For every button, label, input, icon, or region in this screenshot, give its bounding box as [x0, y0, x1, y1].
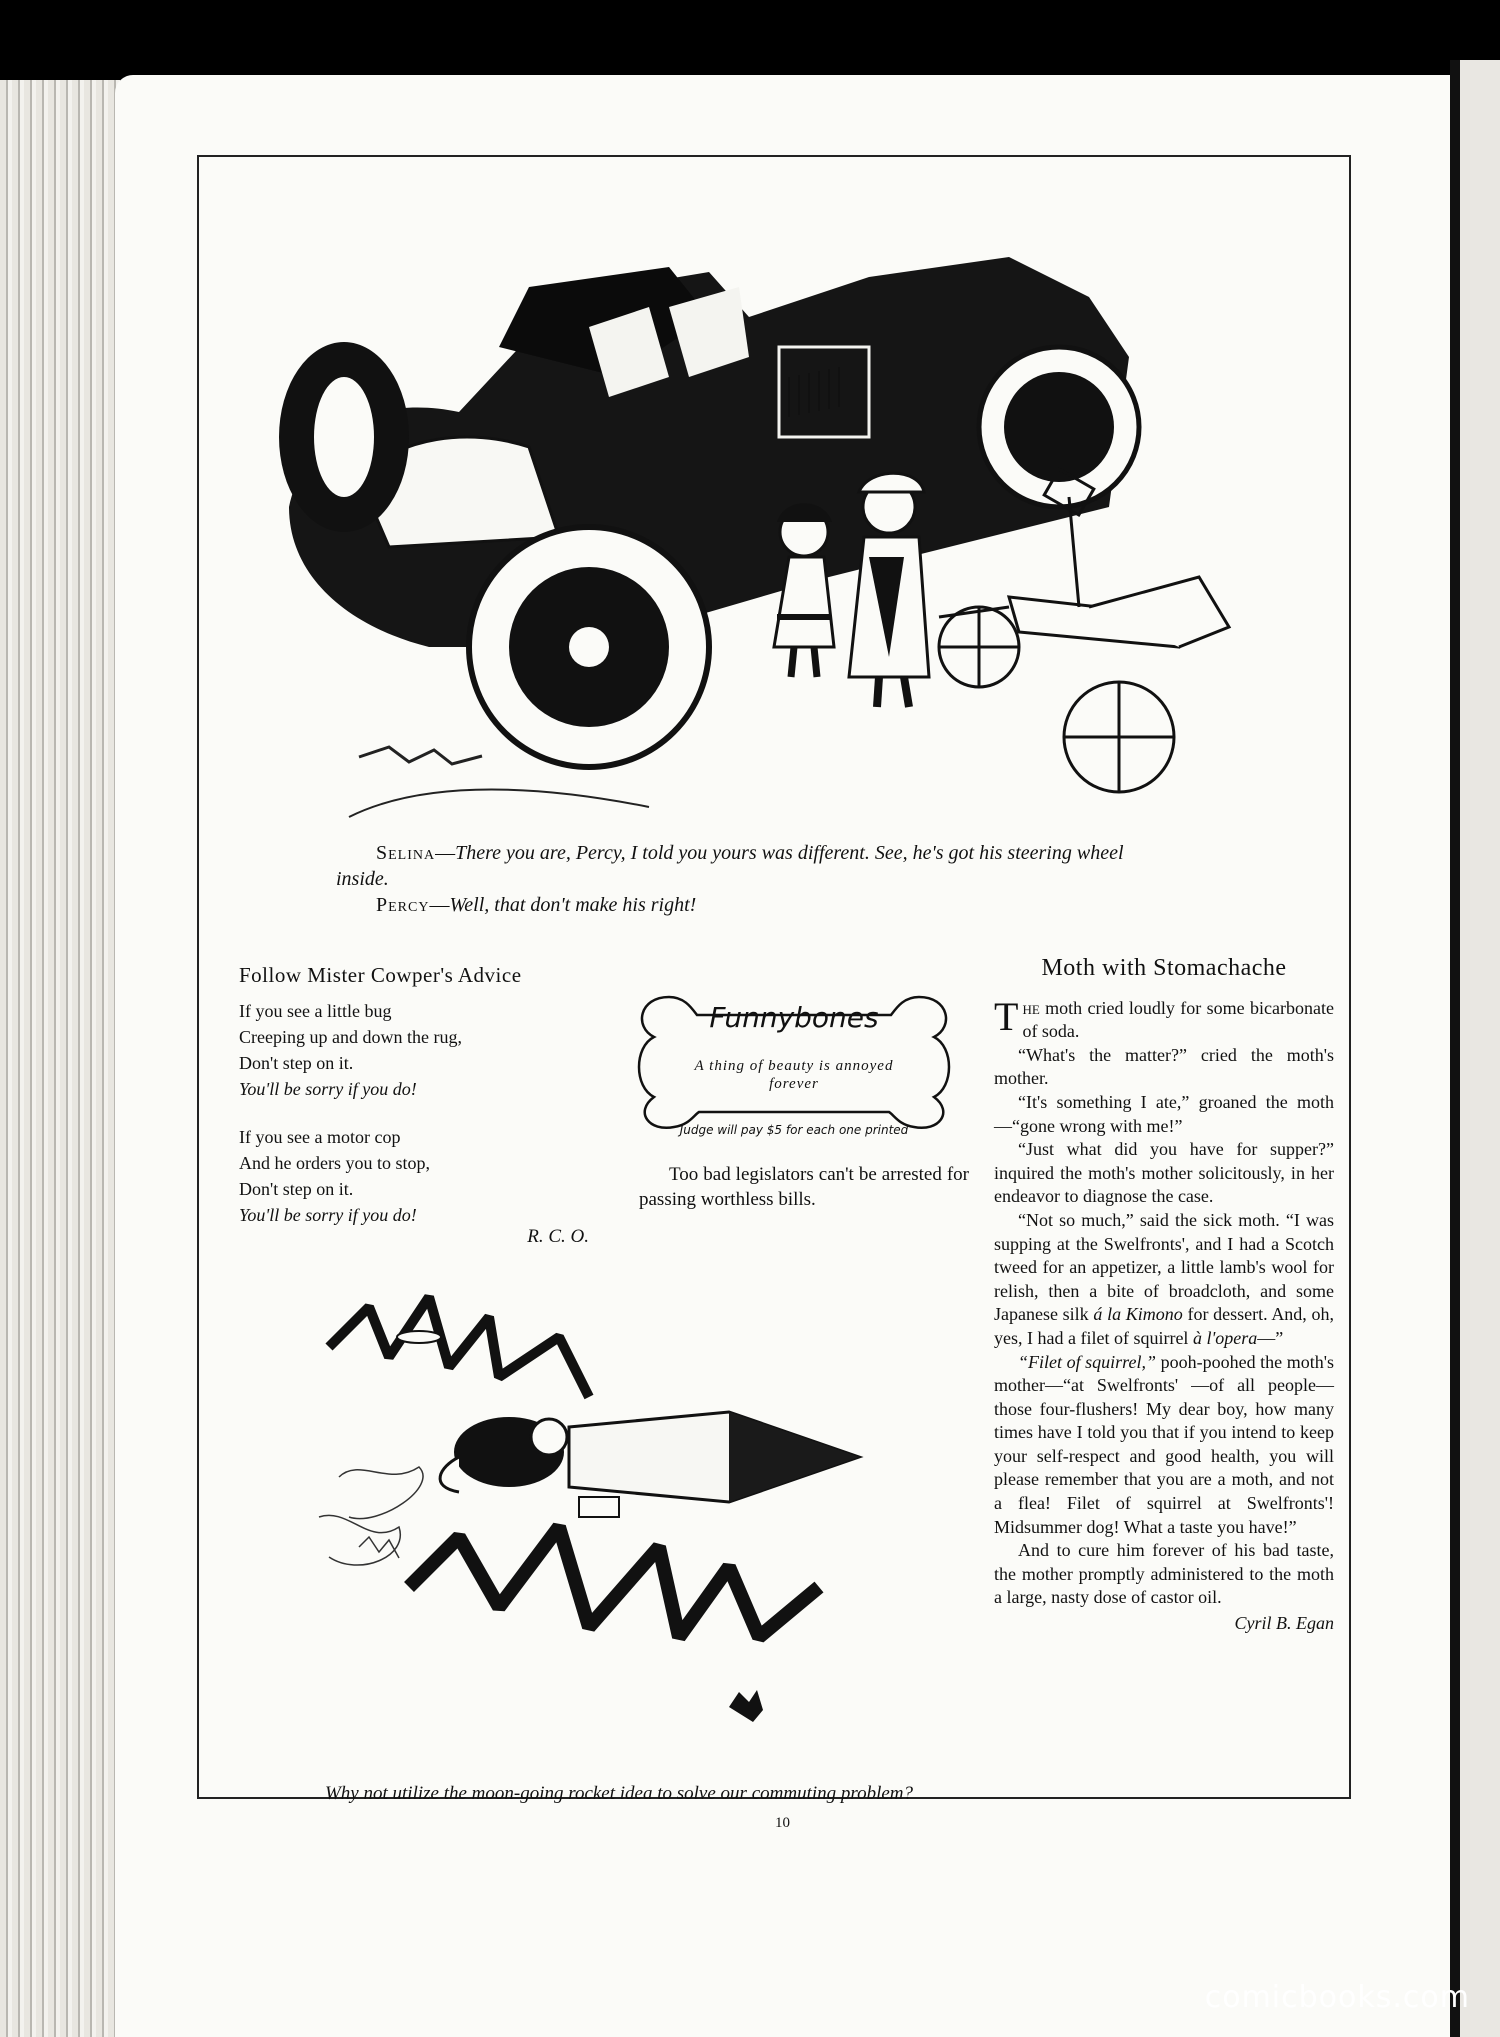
story-paragraph: And to cure him forever of his bad taste, the mother promptly administered to the moth a large, nasty dose of castor oil.: [994, 1540, 1334, 1608]
poem-line: If you see a little bug: [239, 1001, 392, 1021]
caption-dash: —: [435, 842, 456, 864]
story-paragraph: moth cried loudly for some bicarbonate of soda.: [1022, 997, 1334, 1042]
story-paragraph: “Just what did you have for supper?” inquired the moth's mother solicitously, in her endeavor to diagnose the case.: [994, 1139, 1334, 1207]
funnybones-tagline: A thing of beauty is annoyed forever: [694, 1058, 894, 1092]
poem-stanza-1: [239, 998, 599, 1102]
poem-author: R. C. O.: [527, 1226, 589, 1247]
funnybones-title: Funnybones: [709, 1001, 879, 1034]
story-paragraph-mother: [994, 1351, 1334, 1540]
story-text: —”: [1257, 1327, 1284, 1348]
funnybones-payout-note: Judge will pay $5 for each one printed: [679, 1123, 909, 1137]
selina-line: There you are, Percy, I told you yours was different. See, he's got his steering wheel inside.: [336, 842, 1124, 890]
speaker-selina: Selina: [376, 842, 436, 864]
car-cartoon-caption: [336, 840, 1156, 918]
next-page-edge: [1450, 60, 1500, 2037]
poem-refrain: You'll be sorry if you do!: [239, 1205, 417, 1225]
moth-story: [994, 957, 1334, 1636]
poem-line: Creeping up and down the rug,: [239, 1027, 462, 1047]
car-cartoon-illustration: [229, 177, 1329, 827]
story-title: Moth with Stomachache: [1041, 955, 1287, 981]
story-opening: he: [1022, 997, 1040, 1018]
poem-line: Don't step on it.: [239, 1179, 354, 1199]
story-author: Cyril B. Egan: [1234, 1613, 1334, 1634]
story-paragraph: “What's the matter?” cried the moth's mother.: [994, 1044, 1334, 1089]
rocket-cartoon-illustration: [259, 1287, 939, 1747]
story-text: for dessert. And, oh, yes, I had a filet of squirrel: [994, 1304, 1335, 1348]
story-text: pooh-poohed the moth's mother—“at Swelfronts' —of all people—those four-flushers! My dear boy, how many times have I told you that if you intend to keep your self-respect and good health, you will please remember that you are a moth, and not a flea! Filet of squirrel at Swelfronts'! Midsummer dog! What a taste you have!”: [994, 1351, 1334, 1537]
page-frame: [197, 155, 1351, 1804]
story-italic: á la Kimono: [1093, 1304, 1183, 1325]
poem-line: And he orders you to stop,: [239, 1153, 430, 1173]
percy-line: Well, that don't make his right!: [449, 894, 697, 916]
poem-refrain: You'll be sorry if you do!: [239, 1079, 417, 1099]
story-text: “Not so much,” said the sick moth. “I was supping at the Swelfronts', and I had a Scotch tweed for an appetizer, a little lamb's wool for relish, then a bite of broadcloth, and some Japanese silk: [994, 1209, 1334, 1325]
book-page-edges: [0, 80, 120, 2037]
magazine-page: [115, 75, 1450, 2037]
page-number: 10: [775, 1815, 790, 1831]
poem-line: Don't step on it.: [239, 1053, 354, 1073]
caption-dash: —: [429, 894, 450, 916]
story-paragraph-supper: [994, 1209, 1334, 1351]
poem-title: Follow Mister Cowper's Advice: [239, 963, 522, 987]
funnybones-logo: [629, 987, 959, 1137]
legislators-joke: Too bad legislators can't be arrested for passing worthless bills.: [639, 1164, 969, 1210]
story-italic: “Filet of squirrel,”: [1018, 1351, 1157, 1372]
poem-line: If you see a motor cop: [239, 1127, 401, 1147]
drop-cap: T: [994, 993, 1019, 1039]
story-italic: à l'opera: [1192, 1327, 1258, 1348]
rocket-cartoon-caption: Why not utilize the moon-going rocket idea to solve our commuting problem?: [324, 1783, 914, 1804]
site-watermark: comicbooks.com: [1204, 1980, 1470, 2015]
story-paragraph: “It's something I ate,” groaned the moth—“gone wrong with me!”: [994, 1091, 1334, 1136]
poem-block: [239, 962, 599, 1272]
poem-stanza-2: [239, 1124, 599, 1250]
speaker-percy: Percy: [376, 894, 430, 916]
